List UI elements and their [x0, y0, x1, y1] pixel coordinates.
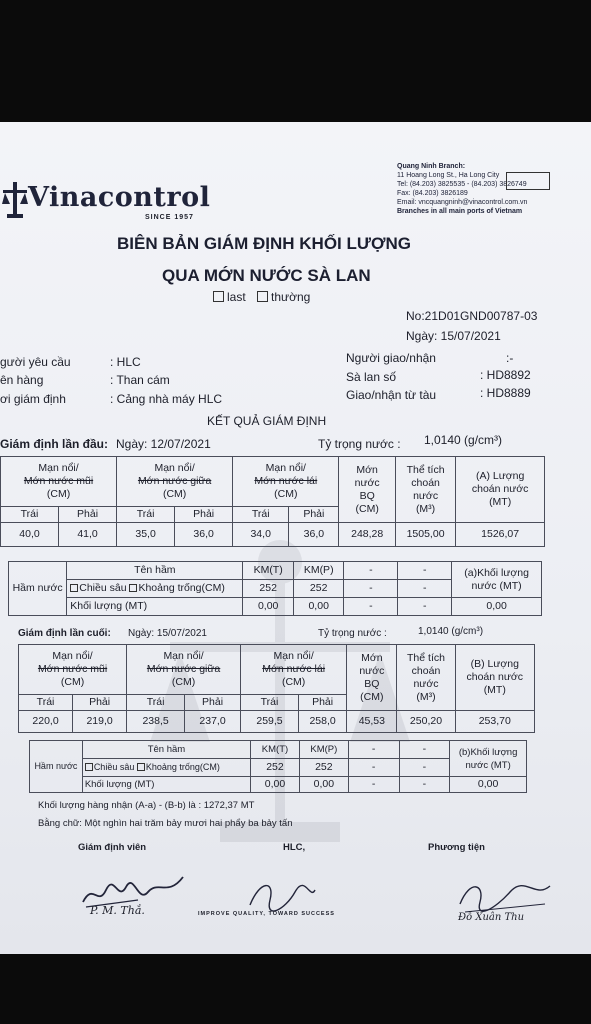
tank-name-header: Tên hầm	[67, 562, 243, 580]
left-header: Trái	[19, 695, 73, 711]
bq-header: Mớn nước BQ (CM)	[339, 457, 395, 523]
dash-cell: -	[399, 759, 450, 777]
last-tank-table	[29, 740, 527, 793]
first-density-label: Tỷ trọng nước :	[318, 437, 401, 451]
barge-label: Sà lan số	[346, 370, 397, 384]
value-cell: 34,0	[233, 523, 289, 547]
checkbox-icon	[85, 763, 93, 771]
result-title: KẾT QUẢ GIÁM ĐỊNH	[207, 414, 327, 428]
tank-options: Chiều sâu Khoảng trống(CM)	[82, 759, 250, 777]
deliverer-value: :-	[506, 351, 514, 365]
value-cell: 248,28	[339, 523, 395, 547]
displacement-a-header: (A) Lượng choán nước (MT)	[456, 457, 545, 523]
value-cell: 1526,07	[456, 523, 545, 547]
left-header: Trái	[241, 695, 299, 711]
mass-p-value: 0,00	[299, 777, 348, 793]
aft-header: Mạn nổi/ Mớn nước lái (CM)	[233, 457, 339, 507]
tank-name-header: Tên hầm	[82, 741, 250, 759]
mass-label: Khối lượng (MT)	[67, 598, 243, 616]
value-cell: 36,0	[175, 523, 233, 547]
tank-result-a-value: 0,00	[452, 598, 542, 616]
dash-cell: -	[398, 562, 452, 580]
last-density-value: 1,0140 (g/cm³)	[418, 626, 484, 637]
right-header: Phải	[298, 695, 346, 711]
km-p-value: 252	[299, 759, 348, 777]
last-survey-date: Ngày: 15/07/2021	[128, 628, 207, 639]
first-density-value: 1,0140 (g/cm³)	[424, 433, 503, 447]
km-t-header: KM(T)	[251, 741, 300, 759]
checkbox-icon	[70, 584, 78, 592]
volume-header: Thể tích choán nước (M³)	[395, 457, 455, 523]
barge-value: : HD8892	[480, 368, 531, 382]
left-header: Trái	[1, 507, 59, 523]
mid-header: Mạn nổi/ Mớn nước giữa (CM)	[117, 457, 233, 507]
mass-t-value: 0,00	[243, 598, 294, 616]
last-density-label: Tỷ trọng nước :	[318, 628, 387, 639]
requester-label: gười yêu cầu	[0, 355, 71, 369]
value-cell: 219,0	[73, 711, 127, 733]
cargo-label: ên hàng	[0, 373, 44, 387]
checkbox-icon	[257, 291, 268, 302]
value-cell: 40,0	[1, 523, 59, 547]
dash-cell: -	[344, 562, 398, 580]
aft-header: Mạn nổi/ Mớn nước lái (CM)	[241, 645, 347, 695]
left-header: Trái	[117, 507, 175, 523]
checkbox-icon	[137, 763, 145, 771]
transfer-label: Giao/nhận từ tàu	[346, 388, 437, 402]
tank-options: Chiều sâu Khoảng trống(CM)	[67, 580, 243, 598]
last-draft-table	[18, 644, 535, 733]
since-text: SINCE 1957	[145, 214, 194, 221]
first-survey-date: Ngày: 12/07/2021	[116, 437, 211, 451]
surveyor-name: P. M. Thắ.	[90, 904, 145, 917]
mass-t-value: 0,00	[251, 777, 300, 793]
dash-cell: -	[398, 580, 452, 598]
first-tank-table	[8, 561, 542, 616]
right-header: Phải	[59, 507, 117, 523]
tank-row-label: Hầm nước	[9, 562, 67, 616]
first-survey-label: Giám định lần đầu:	[0, 437, 109, 451]
km-p-header: KM(P)	[299, 741, 348, 759]
dash-cell: -	[348, 741, 399, 759]
km-t-value: 252	[243, 580, 294, 598]
mid-header: Mạn nổi/ Mớn nước giữa (CM)	[127, 645, 241, 695]
stamp-box	[506, 172, 550, 190]
left-header: Trái	[127, 695, 185, 711]
right-header: Phải	[289, 507, 339, 523]
doc-date: Ngày: 15/07/2021	[406, 329, 501, 343]
vessel-signer-name: Đỗ Xuân Thu	[458, 912, 525, 923]
tank-row-label: Hầm nước	[30, 741, 83, 793]
right-header: Phải	[185, 695, 241, 711]
value-cell: 237,0	[185, 711, 241, 733]
volume-header: Thể tích choán nước (M³)	[397, 645, 455, 711]
value-cell: 258,0	[298, 711, 346, 733]
doc-title-line2: QUA MỚN NƯỚC SÀ LAN	[162, 266, 371, 285]
requester-value: : HLC	[110, 355, 141, 369]
value-cell: 36,0	[289, 523, 339, 547]
value-cell: 1505,00	[395, 523, 455, 547]
right-header: Phải	[73, 695, 127, 711]
value-cell: 253,70	[455, 711, 534, 733]
dash-cell: -	[348, 759, 399, 777]
first-draft-table	[0, 456, 545, 547]
km-t-header: KM(T)	[243, 562, 294, 580]
checkbox-icon	[129, 584, 137, 592]
transfer-value: : HD8889	[480, 386, 531, 400]
place-label: ơi giám định	[0, 392, 66, 406]
deliverer-label: Người giao/nhận	[346, 351, 436, 365]
branch-info: Quang Ninh Branch: 11 Hoang Long St., Ha Long City Tel: (84.203) 3825535 - (84.203) 3826749 Fax: (84.203) 3826189 Email: vncquangninh@vinacontrol.com.vn Branches in all main ports of Vietnam	[397, 163, 528, 215]
document-page	[0, 122, 591, 954]
dash-cell: -	[399, 741, 450, 759]
tank-result-b-value: 0,00	[450, 777, 527, 793]
doc-number: No:21D01GND00787-03	[406, 309, 538, 323]
place-value: : Cảng nhà máy HLC	[110, 392, 223, 406]
hlc-label: HLC,	[283, 842, 306, 853]
fwd-header: Mạn nổi/ Mớn nước mũi (CM)	[1, 457, 117, 507]
left-header: Trái	[233, 507, 289, 523]
km-t-value: 252	[251, 759, 300, 777]
value-cell: 238,5	[127, 711, 185, 733]
value-cell: 45,53	[347, 711, 397, 733]
received-mass: Khối lượng hàng nhận (A-a) - (B-b) là : 1272,37 MT	[38, 800, 255, 811]
km-p-header: KM(P)	[293, 562, 344, 580]
displacement-b-header: (B) Lượng choán nước (MT)	[455, 645, 534, 711]
km-p-value: 252	[293, 580, 344, 598]
value-cell: 259,5	[241, 711, 299, 733]
value-cell: 250,20	[397, 711, 455, 733]
slogan-text: IMPROVE QUALITY, TOWARD SUCCESS	[198, 911, 335, 917]
tank-result-b-header: (b)Khối lượng nước (MT)	[450, 741, 527, 777]
vessel-label: Phương tiện	[428, 842, 485, 853]
dash-cell: -	[399, 777, 450, 793]
dash-cell: -	[348, 777, 399, 793]
fwd-header: Mạn nổi/ Mớn nước mũi (CM)	[19, 645, 127, 695]
value-cell: 41,0	[59, 523, 117, 547]
last-survey-label: Giám định lần cuối:	[18, 628, 111, 639]
cargo-value: : Than cám	[110, 373, 170, 387]
mass-p-value: 0,00	[293, 598, 344, 616]
dash-cell: -	[398, 598, 452, 616]
dash-cell: -	[344, 580, 398, 598]
surveyor-label: Giám định viên	[78, 842, 147, 853]
value-cell: 220,0	[19, 711, 73, 733]
mass-label: Khối lượng (MT)	[82, 777, 250, 793]
value-cell: 35,0	[117, 523, 175, 547]
logo-text: Vinacontrol	[28, 182, 211, 213]
type-options: last thường	[213, 290, 310, 304]
scales-logo-icon	[2, 180, 28, 220]
dash-cell: -	[344, 598, 398, 616]
right-header: Phải	[175, 507, 233, 523]
checkbox-icon	[213, 291, 224, 302]
doc-title-line1: BIÊN BẢN GIÁM ĐỊNH KHỐI LƯỢNG	[117, 234, 411, 253]
mass-in-words: Bằng chữ: Một nghìn hai trăm bảy mươi hai phẩy ba bảy tấn	[38, 818, 293, 829]
tank-result-a-header: (a)Khối lượng nước (MT)	[452, 562, 542, 598]
bq-header: Mớn nước BQ (CM)	[347, 645, 397, 711]
